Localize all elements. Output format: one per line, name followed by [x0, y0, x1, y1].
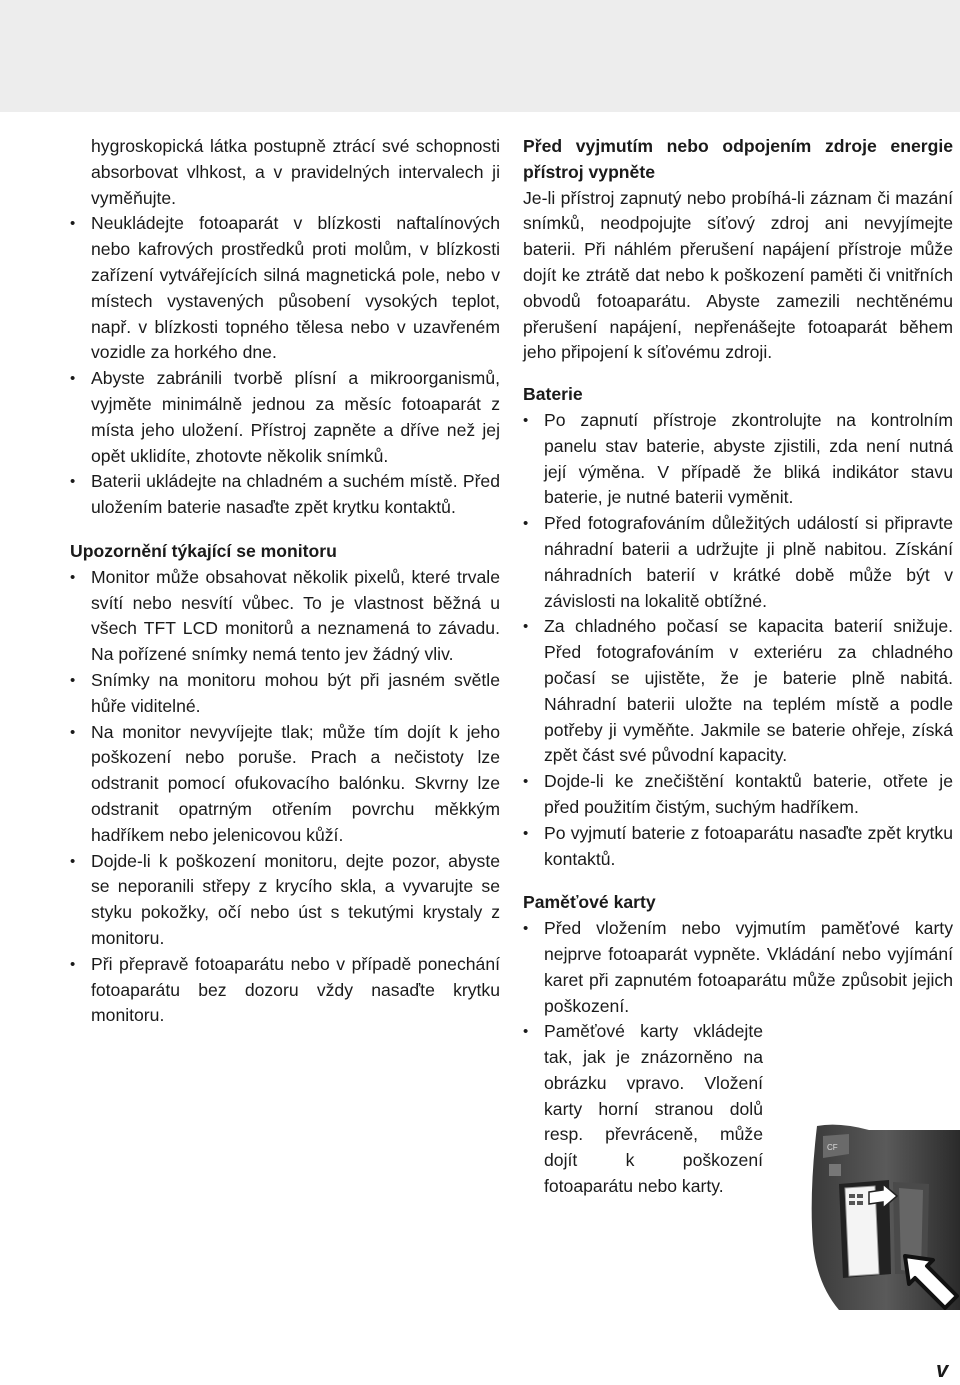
battery-heading: Baterie: [523, 384, 583, 405]
intro-text: hygroskopická látka postupně ztrácí své schopnosti absorbovat vlhkost, a v pravidelných intervalech ji vyměňujte.: [91, 136, 500, 208]
card-insert-text: • Paměťové karty vkládejte tak, jak je znázorněno na obrázku vpravo. Vložení karty horní stranou dolů resp. převráceně, může dojít k poškození fotoaparátu nebo karty.: [544, 1021, 763, 1197]
list-item: • Po zapnutí přístroje zkontrolujte na kontrolním panelu stav baterie, abyste zjistili, zda není nutná její výměna. V případě že bliká indikátor stavu baterie, je nutné baterii vyměnit.: [523, 408, 953, 511]
storage-list: [70, 211, 500, 521]
page-marker: v: [936, 1357, 949, 1382]
monitor-heading: Upozornění týkající se monitoru: [70, 540, 337, 561]
monitor-list: [70, 565, 500, 1029]
list-item: • Za chladného počasí se kapacita baterií snižuje. Před fotografováním v exteriéru za chladného počasí se ujistěte, že je baterie plně nabitá. Náhradní baterii uložte na teplém místě a podle potřeby ji vyměňte. Jakmile se baterie ohřeje, získá zpět část své původní kapacity.: [523, 614, 953, 769]
list-item: • Při přepravě fotoaparátu nebo v případě ponechání fotoaparátu bez dozoru vždy nasaďte krytku monitoru.: [70, 952, 500, 1029]
left-column: [70, 134, 500, 1029]
svg-text:CF: CF: [827, 1143, 838, 1152]
list-item: • Před vložením nebo vyjmutím paměťové karty nejprve fotoaparát vypněte. Vkládání nebo vyjímání karet při zapnutém fotoaparátu může způsobit jejich poškození.: [523, 916, 953, 1019]
list-item: • Dojde-li ke znečištění kontaktů baterie, otřete je před použitím čistým, suchým hadříkem.: [523, 769, 953, 821]
list-item: • Snímky na monitoru mohou být při jasném světle hůře viditelné.: [70, 668, 500, 720]
power-text: Je-li přístroj zapnutý nebo probíhá-li záznam či mazání snímků, neodpojujte síťový zdroj ani nevyjímejte baterii. Při náhlém přerušení napájení přístroje může dojít ke ztrátě dat nebo k poškození paměti či vnitřních obvodů fotoaparátu. Abyste zamezili nechtěnému přerušení napájení, nepřenášejte fotoaparát během jeho připojení k síťovému zdroji.: [523, 187, 953, 363]
list-item: • Neukládejte fotoaparát v blízkosti naftalínových nebo kafrových prostředků proti molům, v blízkosti zařízení vytvářejících silná magnetická pole, nebo v místech vystavených působení vysokých teplot, např. v blízkosti topného tělesa nebo v uzavřeném vozidle za horkého dne.: [70, 211, 500, 366]
camera-card-slot-illustration: [809, 1124, 960, 1310]
list-item: • Na monitor nevyvíjejte tlak; může tím dojít k jeho poškození nebo poruše. Prach a nečistoty lze odstranit pomocí ofukovacího balónku. Skvrny lze odstranit opatrným otřením povrchu měkkým hadříkem nebo jelenicovou kůží.: [70, 720, 500, 849]
list-item: • Dojde-li k poškození monitoru, dejte pozor, abyste se neporanili střepy z krycího skla, a vyvarujte se styku pokožky, očí nebo úst s tekutými krystaly z monitoru.: [70, 849, 500, 952]
power-heading: Před vyjmutím nebo odpojením zdroje energie přístroj vypněte: [523, 136, 953, 182]
list-item: • Abyste zabránili tvorbě plísní a mikroorganismů, vyjměte minimálně jednou za měsíc fotoaparát z místa jeho uložení. Přístroj zapněte a dříve než jej opět uklidíte, zhotovte několik snímků.: [70, 366, 500, 469]
list-item: • Baterii ukládejte na chladném a suchém místě. Před uložením baterie nasaďte zpět krytku kontaktů.: [70, 469, 500, 521]
list-item: • Před fotografováním důležitých událostí si připravte náhradní baterii a udržujte ji plně nabitou. Získání náhradních baterií v krátké době může být v závislosti na lokalitě obtížné.: [523, 511, 953, 614]
cards-heading: Paměťové karty: [523, 892, 656, 913]
battery-list: [523, 408, 953, 872]
top-band: [0, 0, 960, 112]
list-item: • Monitor může obsahovat několik pixelů, které trvale svítí nebo nesvítí vůbec. To je vlastnost běžná u všech TFT LCD monitorů a neznamená to závadu. Na pořízené snímky nemá tento jev žádný vliv.: [70, 565, 500, 668]
right-column: [523, 134, 953, 1200]
list-item: • Po vyjmutí baterie z fotoaparátu nasaďte zpět krytku kontaktů.: [523, 821, 953, 873]
